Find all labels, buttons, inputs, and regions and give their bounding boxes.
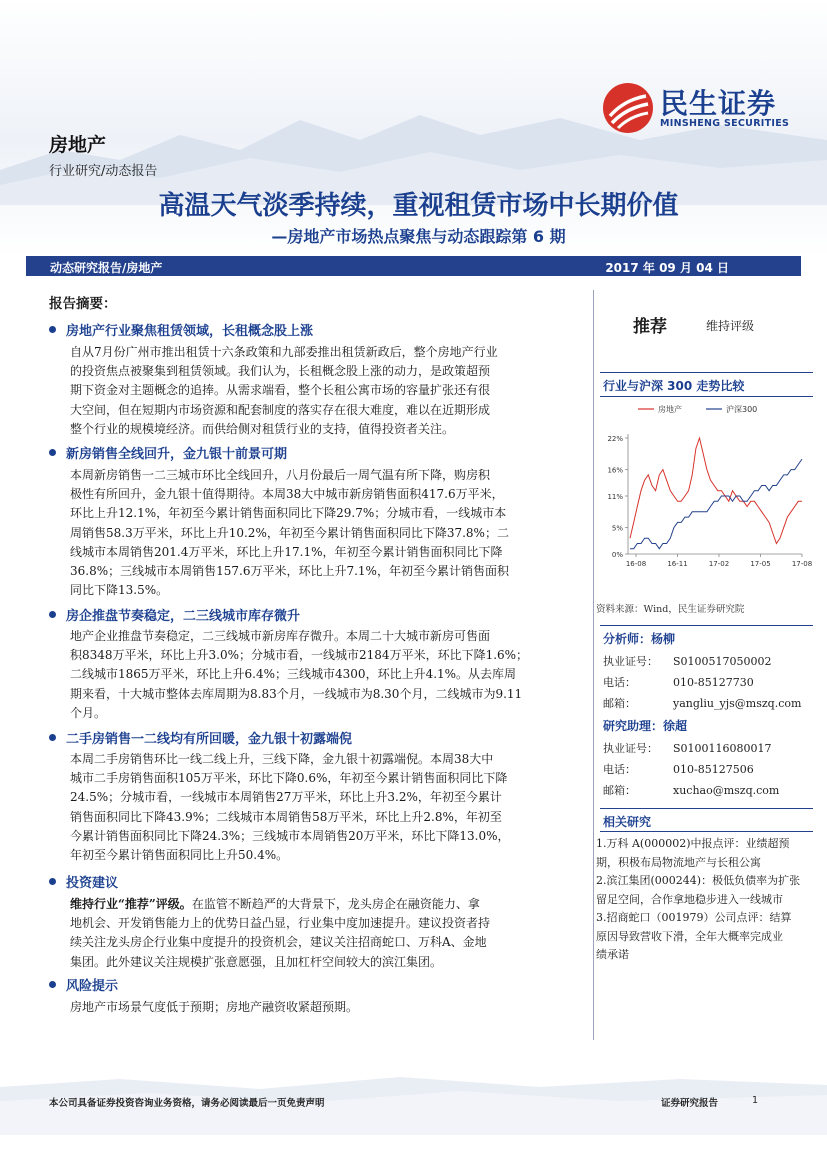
footer-disclaimer: 本公司具备证券投资咨询业务资格，请务必阅读最后一页免责声明 — [49, 1098, 325, 1109]
y-tick-label: 11% — [607, 493, 623, 501]
analyst-phone: 电话： 010-85127730 — [603, 676, 754, 689]
divider — [600, 396, 813, 397]
related-heading: 相关研究 — [603, 815, 652, 829]
series-line-1 — [630, 459, 802, 549]
y-tick-label: 22% — [607, 435, 623, 443]
legend-label-hs300: 沪深300 — [726, 405, 758, 414]
report-date: 2017 年 09 月 04 日 — [605, 261, 729, 275]
logo-text-cn: 民生证券 — [660, 87, 777, 120]
section-heading: 二手房销售一二线均有所回暖，金九银十初露端倪 — [49, 728, 352, 747]
section-paragraph: 本周新房销售一二三城市环比全线回升，八月份最后一周气温有所下降，购房积 极性有所回升，金九银十值得期待。本周38大中城市新房销售面积417.6万平米， 环比上升12.1%，年初至今累计销售面积同比下降29.7%；分城市看，一线城市本 周销售58.3万平米，环比上升10.2%，年初至今累计销售面积同比下降37.8%；二 线城市本周销售201.4万平米，环比上升17.1%，年初至今累计销售面积同比下降 36.8%；三线城市本周销售157.6万平米，环比上升7.1%，年初至今累计销售面积 同比下降13.5%。 — [70, 468, 509, 598]
section-heading: 新房销售全线回升，金九银十前景可期 — [49, 443, 287, 462]
logo-text-en: MINSHENG SECURITIES — [660, 118, 790, 129]
rating-lead: 维持行业“推荐”评级。 — [70, 897, 192, 911]
minsheng-logo-icon — [602, 82, 654, 134]
bullet-icon — [49, 734, 56, 741]
x-tick-label: 17-02 — [708, 560, 730, 568]
chart-legend — [638, 404, 757, 414]
section-heading: 投资建议 — [49, 872, 118, 891]
report-type: 行业研究/动态报告 — [49, 164, 158, 179]
section-heading: 房企推盘节奏稳定，二三线城市库存微升 — [49, 605, 300, 624]
y-tick-label: 5% — [611, 524, 623, 533]
x-tick-label: 16-11 — [667, 560, 688, 568]
section-paragraph: 维持行业“推荐”评级。在监管不断趋严的大背景下，龙头房企在融资能力、拿 地机会、开发销售能力上的优势日益凸显，行业集中度加速提升。建议投资者持 续关注龙头房企行业集中度提升的投资机会，建议关注招商蛇口、万科A、金地 集团。此外建议关注规模扩张意愿强，且加杠杆空间较大的滨江集团。 — [70, 897, 491, 969]
divider — [600, 808, 813, 809]
legend-label-realestate: 房地产 — [658, 405, 682, 414]
analyst-license: 执业证号： S0100517050002 — [603, 655, 772, 668]
report-subtitle: —房地产市场热点聚焦与动态跟踪第 6 期 — [271, 227, 566, 246]
section-heading: 风险提示 — [49, 975, 118, 994]
section-paragraph: 房地产市场景气度低于预期；房地产融资收紧超预期。 — [70, 1000, 359, 1014]
y-tick-label: 16% — [607, 466, 623, 475]
x-tick-label: 16-08 — [625, 560, 647, 568]
bullet-icon — [49, 878, 56, 885]
divider — [600, 625, 813, 626]
chart-plot — [630, 438, 802, 549]
chart-heading: 行业与沪深 300 走势比较 — [603, 379, 745, 393]
rating-label: 推荐 — [633, 317, 667, 337]
chart-source: 资料来源：Wind，民生证券研究院 — [596, 604, 745, 615]
footer-label: 证券研究报告 — [661, 1098, 719, 1109]
series-line-0 — [630, 438, 802, 544]
assistant-email[interactable]: 邮箱： xuchao@mszq.com — [603, 784, 780, 797]
section-paragraph: 本周二手房销售环比一线二线上升，三线下降，金九银十初露端倪。本周38大中 城市二手房销售面积105万平米，环比下降0.6%，年初至今累计销售面积同比下降 24.5%；分城市看，一线城市本周销售27万平米，环比上升3.2%，年初至今累计 销售面积同比下降43.9%；二线城市本周销售58万平米，环比上升2.8%，年初至 今累计销售面积同比下降24.3%；三线城市本周销售20万平米，环比下降13.0%， 年初至今累计销售面积同比上升50.4%。 — [70, 752, 510, 863]
assistant-license: 执业证号： S0100116080017 — [603, 742, 772, 755]
sector-label: 房地产 — [49, 134, 107, 156]
related-research-list: 1.万科 A(000002)中报点评：业绩超预 期，积极布局物流地产与长租公寓 2.滨江集团(000244)：极低负债率为扩张 留足空间，合作拿地稳步进入一线城市 3.招商蛇口（001979）公司点评：结算 原因导致营收下滑，全年大概率完成业 绩承诺 — [596, 837, 801, 961]
report-category: 动态研究报告/房地产 — [50, 261, 163, 275]
bullet-icon — [49, 981, 56, 988]
page-number: 1 — [752, 1095, 759, 1106]
performance-chart — [598, 398, 814, 580]
divider — [600, 372, 813, 373]
report-title: 高温天气淡季持续，重视租赁市场中长期价值 — [158, 191, 679, 221]
analyst-email[interactable]: 邮箱： yangliu_yjs@mszq.com — [603, 697, 802, 710]
bullet-icon — [49, 611, 56, 618]
section-heading: 房地产行业聚焦租赁领域，长租概念股上涨 — [49, 320, 313, 339]
x-tick-label: 17-08 — [791, 560, 813, 568]
section-paragraph: 自从7月份广州市推出租赁十六条政策和九部委推出租赁新政后，整个房地产行业 的投资焦点被聚集到租赁领域。我们认为，长租概念股上涨的动力，是政策超预 期下资金对主题概念的追捧。从需求端看，整个长租公寓市场的容量扩张还有很 大空间，但在短期内市场资源和配套制度的落实存在很大难度，难以在近期形成 整个行业的规模境经济。而供给侧对租赁行业的支持，值得投资者关注。 — [70, 345, 498, 436]
y-tick-label: 0% — [611, 551, 623, 559]
rating-note: 维持评级 — [706, 319, 755, 333]
bullet-icon — [49, 326, 56, 333]
x-tick-label: 17-05 — [750, 560, 771, 568]
divider — [600, 831, 813, 832]
bullet-icon — [49, 449, 56, 456]
column-divider — [593, 290, 594, 1040]
assistant-phone: 电话： 010-85127506 — [603, 763, 754, 776]
analyst-heading: 分析师：杨柳 — [603, 632, 676, 646]
assistant-heading: 研究助理：徐超 — [603, 719, 688, 733]
section-paragraph: 地产企业推盘节奏稳定，二三线城市新房库存微升。本周二十大城市新房可售面 积8348万平米，环比上升3.0%；分城市看，一线城市2184万平米，环比下降1.6%； 二线城市1865万平米，环比上升6.4%；三线城市4300，环比上升4.1%。从去库周 期来看，十大城市整体去库周期为8.83个月，一线城市为8.30个月，二线城市为9.11 个月。 — [70, 629, 529, 720]
abstract-heading: 报告摘要： — [49, 296, 117, 312]
report-info-bar — [26, 256, 801, 276]
